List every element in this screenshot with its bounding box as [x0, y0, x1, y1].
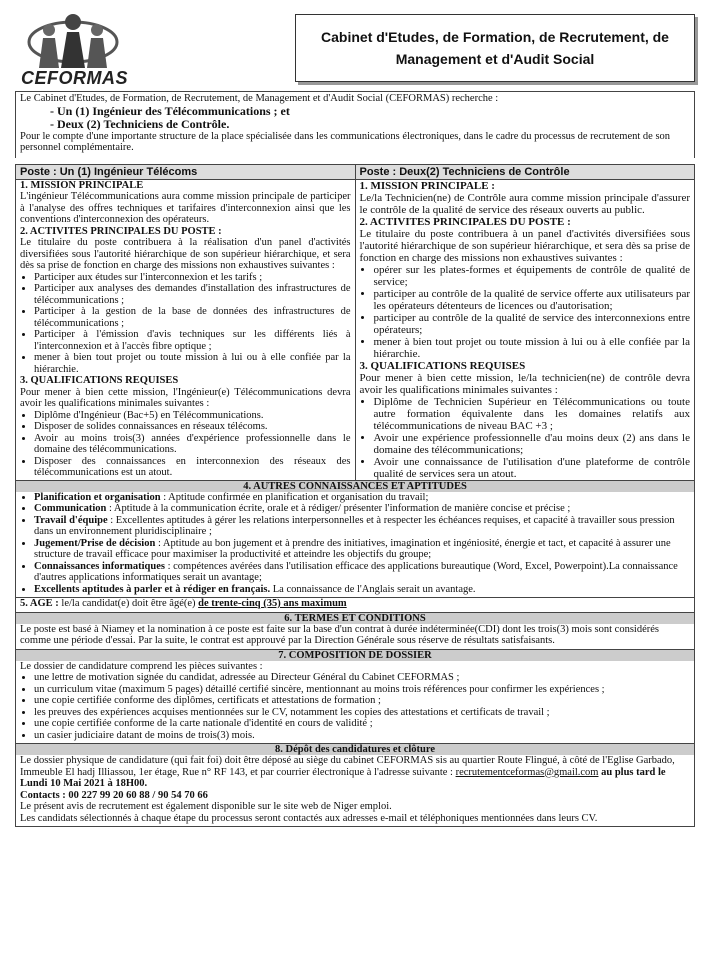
ceformas-logo [15, 10, 155, 88]
list-item: • participer au contrôle de la qualité de service des interconnexions entre opérateurs; [374, 312, 691, 336]
header [15, 10, 695, 88]
list-item: • Diplôme d'Ingénieur (Bac+5) en Télécommunications. [34, 410, 351, 422]
list-item: • Avoir une expérience professionnelle d'au moins deux (2) ans dans le domaine des télécommunications; [374, 432, 691, 456]
autres-section [15, 481, 695, 599]
left-mission-title: 1. MISSION PRINCIPALE [20, 179, 144, 191]
list-item: • Communication : Aptitude à la communication écrite, orale et à rédiger/ présenter l'information de manière concise et précise ; [34, 503, 690, 515]
right-qualifications-list [360, 396, 691, 480]
list-item: • opérer sur les plates-formes et équipements de contrôle de qualité de service; [374, 264, 691, 288]
list-item: • une copie certifiée conforme de la carte nationale d'identité en cours de validité ; [34, 718, 690, 730]
list-item: • mener à bien tout projet ou toute mission à lui ou à elle confiée par la hiérarchie. [374, 336, 691, 360]
list-item: • Avoir au moins trois(3) années d'expérience professionnelle dans le domaine des télécommunications. [34, 433, 351, 456]
list-item: • Planification et organisation : Aptitude confirmée en planification et organisation du travail; [34, 492, 690, 504]
list-item: • les preuves des expériences acquises mentionnées sur le CV, notamment les copies des attestations et certificats de travail ; [34, 707, 690, 719]
depot-header: 8. Dépôt des candidatures et clôture [16, 744, 694, 755]
page-title: Cabinet d'Etudes, de Formation, de Recrutement, de Management et d'Audit Social [295, 14, 695, 82]
logo-figures-icon [23, 10, 123, 70]
left-activities-list [20, 272, 351, 376]
left-column [16, 165, 355, 480]
left-activities-text: Le titulaire du poste contribuera à la réalisation d'un panel d'activités diversifiées sous l'autorité hiérarchique de son supérieur hiérarchique, et sera dès sa prise de fonction en charge des missions non exhaustives suivantes : [20, 237, 351, 271]
job-columns [15, 164, 695, 481]
list-item: • mener à bien tout projet ou toute mission à lui ou à elle confiée par la hiérarchie. [34, 352, 351, 375]
intro-section [15, 91, 695, 158]
left-mission-text: L'ingénieur Télécommunications aura comme mission principale de participer à l'analyse des offres techniques et tarifaires d'interconnexion ainsi que les conventions d'interconnexion des opérateurs. [20, 191, 351, 225]
list-item: • Excellents aptitudes à parler et à rédiger en français. La connaissance de l'Anglais serait un avantage. [34, 584, 690, 596]
list-item: • Travail d'équipe : Excellentes aptitudes à gérer les relations interpersonnelles et à respecter les échéances requises, et capacité à travailler sous pression dans un environnement pluridisciplinaire ; [34, 515, 690, 538]
right-qualifications-title: 3. QUALIFICATIONS REQUISES [359, 359, 526, 372]
dossier-section [15, 650, 695, 745]
right-activities-title: 2. ACTIVITES PRINCIPALES DU POSTE : [359, 215, 571, 228]
intro-text: Le Cabinet d'Etudes, de Formation, de Recrutement, de Management et d'Audit Social (CEFORMAS) recherche : [20, 93, 499, 104]
depot-web: Le présent avis de recrutement est également disponible sur le site web de Niger emploi. [20, 801, 392, 812]
age-section [15, 598, 695, 613]
list-item: • Participer aux analyses des demandes d'installation des infrastructures de télécommunications ; [34, 283, 351, 306]
list-item: • Participer à la gestion de la base de données des infrastructures de télécommunications ; [34, 306, 351, 329]
logo-text: CEFORMAS [21, 68, 128, 88]
autres-list [20, 492, 690, 596]
right-activities-list [360, 264, 691, 360]
list-item: • un curriculum vitae (maximum 5 pages) détaillé certifié sincère, mentionnant au moins trois références pour confirmer les expériences ; [34, 684, 690, 696]
right-column-header: Poste : Deux(2) Techniciens de Contrôle [356, 165, 695, 180]
email-link[interactable]: recrutementceformas@gmail.com [455, 766, 599, 778]
intro-context: Pour le compte d'une importante structure de la place spécialisée dans les communications électroniques, dans le cadre du processus de recrutement de son personnel complémentaire. [20, 130, 671, 153]
list-item: • Disposer des connaissances en interconnexion des réseaux des télécommunications est un atout. [34, 456, 351, 479]
left-qualifications-list [20, 410, 351, 479]
list-item: • Participer à l'émission d'avis techniques sur les différents liés à l'interconnexion et à l'accès fibre optique ; [34, 329, 351, 352]
age-label: 5. AGE : [20, 598, 59, 609]
left-qualifications-text: Pour mener à bien cette mission, l'Ingénieur(e) Télécommunications devra avoir les qualifications minimales suivantes : [20, 386, 351, 409]
termes-text: Le poste est basé à Niamey et la nomination à ce poste est faite sur la base d'un contrat à durée indéterminée(CDI) dont les trois(3) mois sont considérés comme une période d'essai. Par la suite, le contrat est approuvé par la Direction Générale sous réserve de résultats satisfaisants. [20, 623, 659, 646]
right-activities-text: Le titulaire du poste contribuera à un panel d'activités diversifiées sous l'autorité hiérarchique de son supérieur hiérarchique, et sera dès sa prise de fonction en charge des missions non exhaustives suivantes : [359, 227, 690, 264]
dossier-list [20, 672, 690, 741]
list-item: • Participer aux études sur l'interconnexion et les tarifs ; [34, 272, 351, 284]
right-mission-title: 1. MISSION PRINCIPALE : [359, 179, 495, 192]
poste-2: - Deux (2) Techniciens de Contrôle. [50, 116, 230, 131]
list-item: • participer au contrôle de la qualité de service offerte aux utilisateurs par les opérateurs détenteurs de licences ou d'autorisation; [374, 288, 691, 312]
age-value: de trente-cinq (35) ans maximum [198, 598, 347, 609]
dossier-text: Le dossier de candidature comprend les pièces suivantes : [20, 660, 263, 672]
poste-1: - Un (1) Ingénieur des Télécommunications ; et [50, 103, 290, 118]
left-column-header: Poste : Un (1) Ingénieur Télécoms [16, 165, 355, 180]
autres-header: 4. AUTRES CONNAISSANCES ET APTITUDES [16, 481, 694, 492]
list-item: • une copie certifiée conforme des diplômes, certificats et attestations de formation ; [34, 695, 690, 707]
depot-section [15, 744, 695, 827]
list-item: • Connaissances informatiques : compétences avérées dans l'utilisation efficace des applications bureautique (Word, Excel, Powerpoint).La connaissance d'autres applications informatiques serait un avantage; [34, 561, 690, 584]
right-qualifications-text: Pour mener à bien cette mission, le/la technicien(ne) de contrôle devra avoir les qualifications minimales suivantes : [359, 371, 690, 396]
termes-section [15, 613, 695, 650]
list-item: • Jugement/Prise de décision : Aptitude au bon jugement et à prendre des initiatives, imagination et ingéniosité, énergie et tact, et capacité à assurer une structure de travail efficace pour maximiser la productivité et atteindre les objectifs du groupe; [34, 538, 690, 561]
left-activities-title: 2. ACTIVITES PRINCIPALES DU POSTE : [20, 225, 222, 237]
age-text: le/la candidat(e) doit être âgé(e) [58, 598, 196, 609]
list-item: • Disposer de solides connaissances en réseaux télécoms. [34, 421, 351, 433]
depot-text: Le dossier physique de candidature (qui fait foi) doit être déposé au siège du cabinet CEFORMAS sis au quartier Route Flingué, à côté de l'Eglise Garbado, Immeuble El hadj Illiassou, 1er étage, Rue n° RF 143, et par courrier électronique à l'adresse suivante : recrutementceformas@gmail.com au plus tard le Lundi 10 Mai 2021 à 18H00. [20, 755, 675, 789]
left-qualifications-title: 3. QUALIFICATIONS REQUISES [20, 375, 179, 386]
deadline: au plus tard le Lundi 10 Mai 2021 à 18H00. [20, 766, 666, 789]
list-item: • Diplôme de Technicien Supérieur en Télécommunications ou toute autre formation équivalente dans les domaines relatifs aux télécommunications de niveau BAC +3 ; [374, 396, 691, 432]
list-item: • Avoir une connaissance de l'utilisation d'une plateforme de contrôle qualité de services sera un atout. [374, 456, 691, 480]
termes-header: 6. TERMES ET CONDITIONS [16, 613, 694, 624]
right-column [355, 165, 695, 480]
right-mission-text: Le/la Technicien(ne) de Contrôle aura comme mission principale d'assurer le contrôle de la qualité de service des réseaux ouverts au public. [359, 191, 690, 216]
dossier-header: 7. COMPOSITION DE DOSSIER [16, 650, 694, 661]
list-item: • un casier judiciaire datant de moins de trois(3) mois. [34, 730, 690, 742]
depot-selection: Les candidats sélectionnés à chaque étape du processus seront contactés aux adresses e-mail et téléphoniques mentionnées dans leurs CV. [20, 812, 598, 824]
list-item: • une lettre de motivation signée du candidat, adressée au Directeur Général du Cabinet CEFORMAS ; [34, 672, 690, 684]
contacts: Contacts : 00 227 99 20 60 88 / 90 54 70 66 [20, 789, 208, 801]
